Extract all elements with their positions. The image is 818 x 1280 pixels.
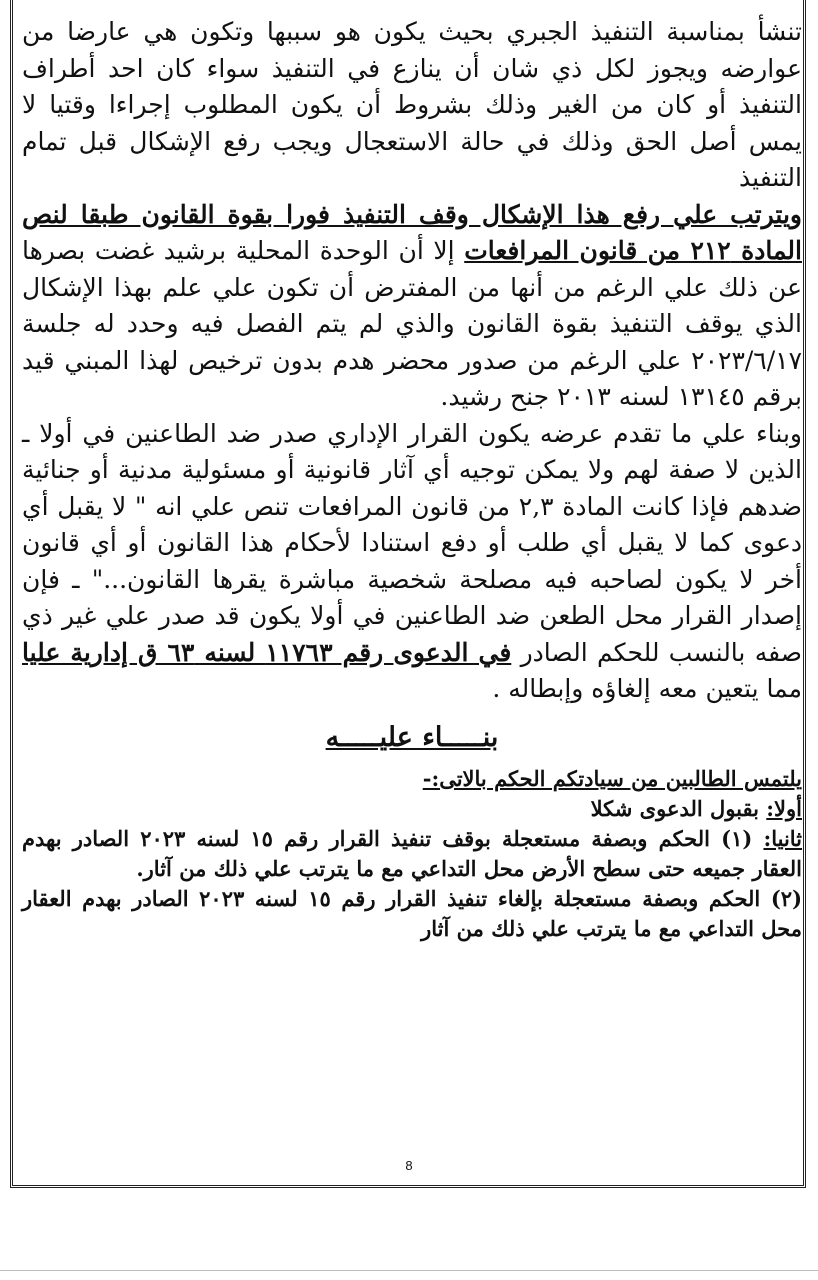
request-second	[22, 824, 802, 884]
paragraph-3-a: وبناء علي ما تقدم عرضه يكون القرار الإداري صدر ضد الطاعنين في أولا ـ الذين لا صفة لهم ولا يمكن توجيه أي آثار قانونية أو مسئولية مدنية أو جنائية ضدهم فإذا كانت المادة ٢,٣ من قانون المرافعات تنص علي انه " لا يقبل أي دعوى كما لا يقبل أي طلب أو دفع استنادا لأحكام هذا القانون أو أي قانون أخر لا يكون لصاحبه فيه مصلحة شخصية مباشرة يقرها القانون..." ـ فإن إصدار القرار محل الطعن ضد الطاعنين في أولا يكون قد صدر علي غير ذي صفه بالنسب للحكم الصادر	[22, 418, 803, 667]
request-second-text: (١) الحكم وبصفة مستعجلة بوقف تنفيذ القرار رقم ١٥ لسنه ٢٠٢٣ الصادر بهدم العقار جميعه حتى سطح الأرض محل التداعي مع ما يترتب علي ذلك من آثار.	[22, 825, 802, 881]
paragraph-2	[22, 197, 802, 416]
paragraph-2-rest: إلا أن الوحدة المحلية برشيد غضت بصرها عن ذلك علي الرغم من أنها من المفترض أن تكون علي علم بهذا الإشكال الذي يوقف التنفيذ بقوة القانون والذي لم يتم الفصل فيه وحدد له جلسة ٢٠٢٣/٦/١٧ علي الرغم من صدور محضر هدم بدون ترخيص لهذا المبني قيد برقم ١٣١٤٥ لسنه ٢٠١٣ جنح رشيد.	[22, 236, 802, 411]
request-second-label: ثانيا:	[763, 825, 803, 851]
section-heading: بنـــــاء عليـــــه	[325, 721, 499, 753]
page-number: 8	[405, 1158, 413, 1173]
paragraph-3-bold: في الدعوى رقم ١١٧٦٣ لسنه ٦٣ ق إدارية عليا	[22, 637, 512, 667]
paragraph-1: تنشأ بمناسبة التنفيذ الجبري بحيث يكون هو سببها وتكون هي عارضا من عوارضه ويجوز لكل ذي شان أن ينازع في التنفيذ سواء كان احد أطراف التنفيذ أو كان من الغير وذلك بشروط أن يكون المطلوب إجراءا وقتيا لا يمس أصل الحق وذلك في حالة الاستعجال ويجب رفع الإشكال قبل تمام التنفيذ	[22, 17, 802, 192]
request-intro: يلتمس الطالبين من سيادتكم الحكم بالاتى:-	[422, 765, 802, 791]
paragraph-3-b: مما يتعين معه إلغاؤه وإبطاله .	[492, 674, 802, 703]
document-body	[22, 14, 802, 944]
paragraph-2-bold: ويترتب علي رفع هذا الإشكال وقف التنفيذ فورا بقوة القانون طبقا لنص المادة ٢١٢ من قانون المرافعات	[22, 199, 802, 265]
request-third: (٢) الحكم وبصفة مستعجلة بإلغاء تنفيذ القرار رقم ١٥ لسنه ٢٠٢٣ الصادر بهدم العقار محل التداعي مع ما يترتب علي ذلك من آثار	[22, 885, 802, 941]
bottom-divider	[0, 1270, 818, 1271]
request-first-text: بقبول الدعوى شكلا	[590, 795, 767, 821]
paragraph-3	[22, 416, 802, 708]
bottom-margin	[0, 1188, 818, 1280]
request-first-label: أولا:	[766, 795, 802, 821]
request-first	[22, 794, 802, 824]
